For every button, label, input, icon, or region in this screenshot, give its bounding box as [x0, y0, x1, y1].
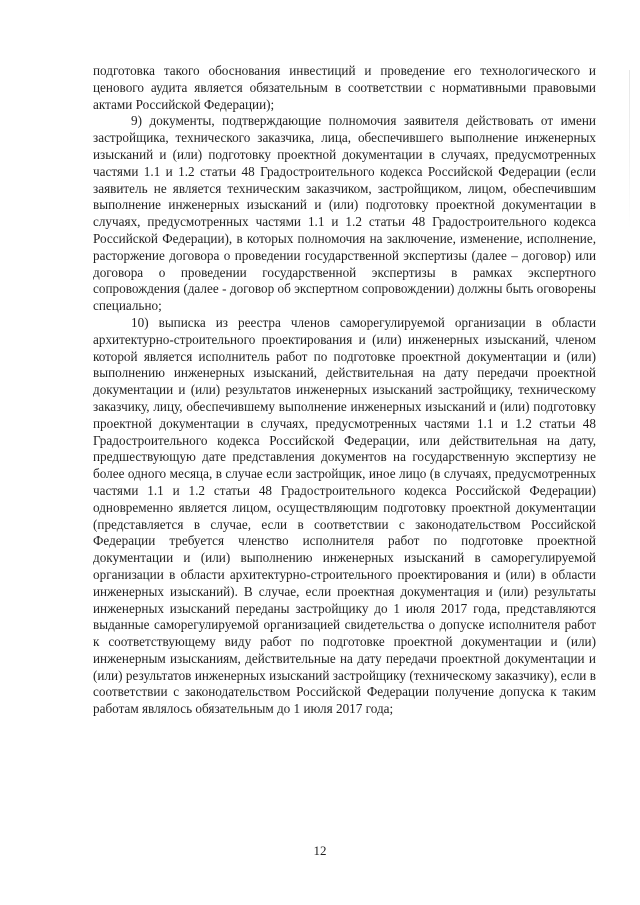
scan-edge-shadow: [629, 70, 630, 230]
page-number: 12: [313, 843, 327, 858]
paragraph-item-9: 9) документы, подтверждающие полномочия заявителя действовать от имени застройщика, технического заказчика, лица, обеспечившего выполнение инженерных изысканий и (или) подготовку проектной документации в случаях, предусмотренных частями 1.1 и 1.2 статьи 48 Градостроительного кодекса Российской Федерации (если заявитель не является техническим заказчиком, застройщиком, лицом, обеспечившим выполнение инженерных изысканий и (или) подготовку проектной документации в случаях, предусмотренных частями 1.1 и 1.2 статьи 48 Градостроительного кодекса Российской Федерации), в которых полномочия на заключение, изменение, исполнение, расторжение договора о проведении государственной экспертизы (далее – договор) или договора о проведении государственной экспертизы в рамках экспертного сопровождения (далее - договор об экспертном сопровождении) должны быть оговорены специально;: [93, 113, 596, 314]
paragraph-continuation: подготовка такого обоснования инвестиций и проведение его технологического и ценового аудита является обязательным в соответствии с нормативными правовыми актами Российской Федерации);: [93, 63, 596, 112]
paragraph-item-10: 10) выписка из реестра членов саморегулируемой организации в области архитектурно-строительного проектирования и (или) инженерных изысканий, членом которой является исполнитель работ по подготовке проектной документации и (или) выполнению инженерных изысканий, действительная на дату передачи проектной документации и (или) результатов инженерных изысканий застройщику, техническому заказчику, лицу, обеспечившему выполнение инженерных изысканий и (или) подготовку проектной документации в случаях, предусмотренных частями 1.1 и 1.2 статьи 48 Градостроительного кодекса Российской Федерации, или действительная на дату, предшествующую дате представления документов на государственную экспертизу не более одного месяца, в случае если застройщик, иное лицо (в случаях, предусмотренных частями 1.1 и 1.2 статьи 48 Градостроительного кодекса Российской Федерации) одновременно является лицом, осуществляющим подготовку проектной документации (представляется в случае, если в соответствии с законодательством Российской Федерации требуется членство исполнителя работ по подготовке проектной документации и (или) выполнению инженерных изысканий в саморегулируемой организации в области архитектурно-строительного проектирования и (или) в области инженерных изысканий). В случае, если проектная документация и (или) результаты инженерных изысканий переданы застройщику до 1 июля 2017 года, представляются выданные саморегулируемой организацией свидетельства о допуске исполнителя работ к соответствующему виду работ по подготовке проектной документации и (или) инженерным изысканиям, действительные на дату передачи проектной документации и (или) результатов инженерных изысканий застройщику (техническому заказчику), если в соответствии с законодательством Российской Федерации получение допуска к таким работам являлось обязательным до 1 июля 2017 года;: [93, 314, 596, 717]
document-body: [93, 63, 596, 718]
